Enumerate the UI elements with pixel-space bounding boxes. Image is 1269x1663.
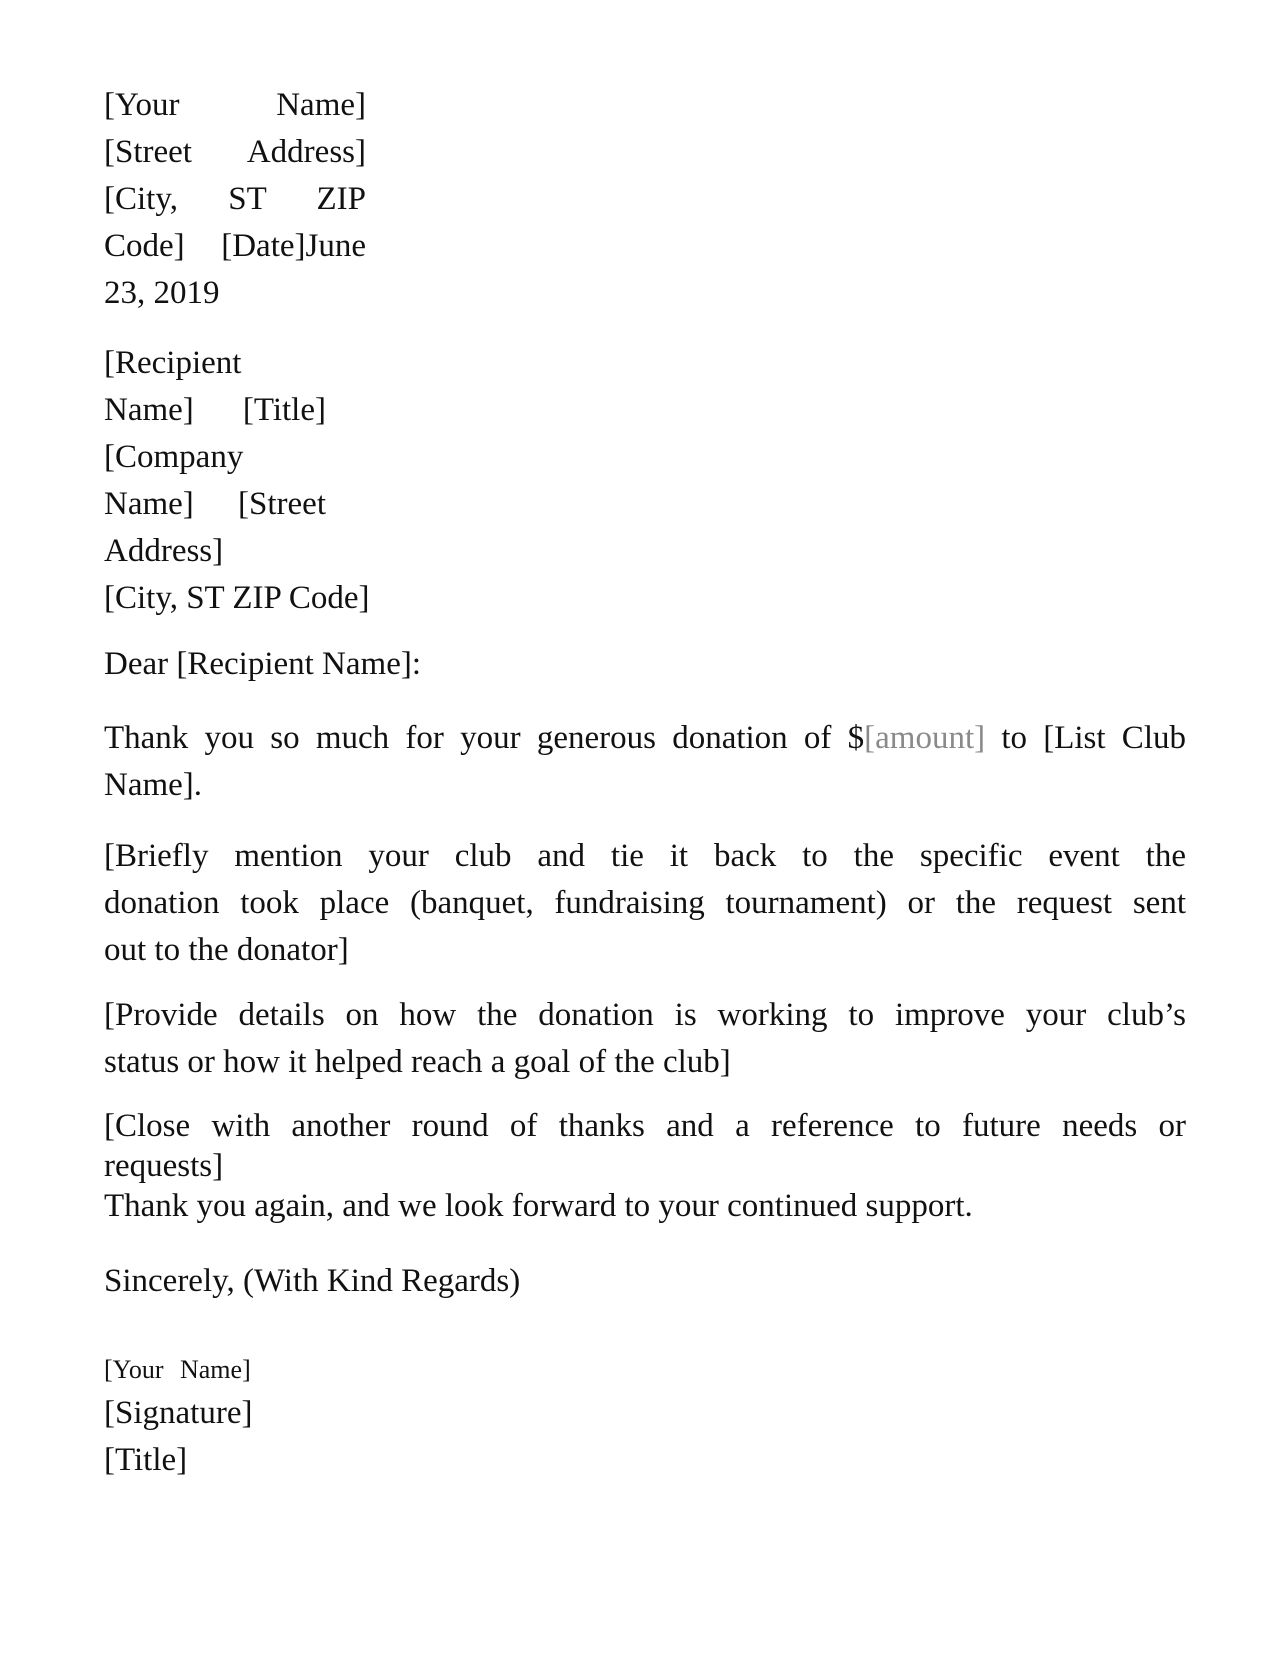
salutation-text: Dear [Recipient Name]: (104, 646, 422, 682)
club-line-1: [Briefly mention your club and tie it back to the specific event the (104, 838, 1186, 874)
sender-address (104, 82, 366, 317)
sender-name: [Your Name] (104, 87, 366, 123)
signature-line: [Signature] (104, 1395, 253, 1431)
paragraph-club (104, 833, 1186, 974)
details-line-2: status or how it helped reach a goal of the club] (104, 1044, 731, 1080)
salutation (104, 641, 421, 688)
club-line-2: donation took place (banquet, fundraising tournament) or the request sent (104, 885, 1186, 921)
recipient-street: Name] [Street (104, 486, 326, 522)
recipient-city: [City, ST ZIP Code] (104, 580, 370, 616)
closing (104, 1258, 520, 1305)
recipient-name: [Recipient (104, 345, 242, 381)
sender-date-year: 23, 2019 (104, 275, 220, 311)
thanks-text-before: Thank you so much for your generous donation of $ (104, 720, 865, 756)
donation-amount-placeholder: [amount] (864, 720, 986, 756)
signature-block (104, 1350, 252, 1484)
thanks-text-after: to [List Club (985, 720, 1186, 756)
close-line-3: Thank you again, and we look forward to your continued support. (104, 1188, 973, 1224)
recipient-title: Name] [Title] (104, 392, 326, 428)
recipient-address-line: Address] (104, 533, 224, 569)
signature-title: [Title] (104, 1442, 188, 1478)
thanks-line-1 (104, 715, 1186, 762)
club-line-3: out to the donator] (104, 932, 349, 968)
paragraph-thanks (104, 715, 1186, 809)
sender-zip-date: Code] [Date]June (104, 228, 366, 264)
thanks-line-2: Name]. (104, 767, 203, 803)
recipient-address (104, 340, 370, 622)
paragraph-close (104, 1106, 1186, 1226)
paragraph-details (104, 992, 1186, 1086)
closing-text: Sincerely, (With Kind Regards) (104, 1263, 521, 1299)
signature-name: [Your Name] (104, 1355, 251, 1384)
sender-street: [Street Address] (104, 134, 366, 170)
recipient-company: [Company (104, 439, 244, 475)
sender-city: [City, ST ZIP (104, 181, 366, 217)
close-line-1: [Close with another round of thanks and a reference to future needs or (104, 1108, 1186, 1144)
close-line-2: requests] (104, 1148, 224, 1184)
details-line-1: [Provide details on how the donation is working to improve your club’s (104, 997, 1186, 1033)
